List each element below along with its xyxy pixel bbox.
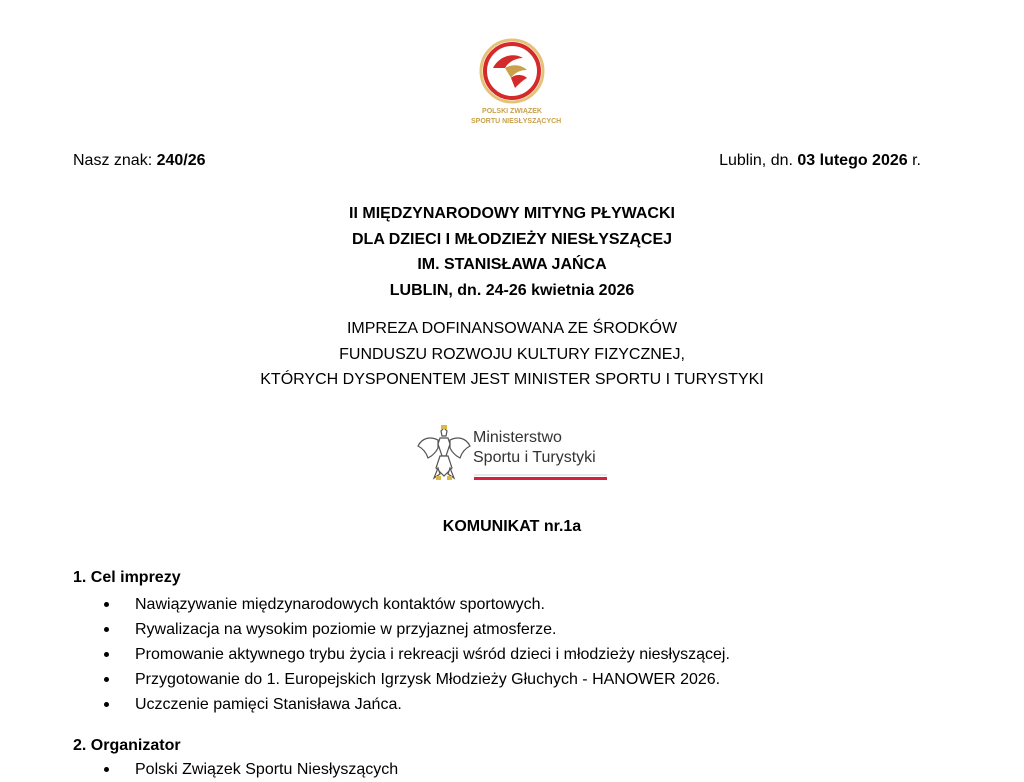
funding-line: IMPREZA DOFINANSOWANA ZE ŚRODKÓW bbox=[346, 320, 678, 337]
komunikat-heading: KOMUNIKAT nr.1a bbox=[442, 518, 582, 535]
flag-white-stripe bbox=[474, 474, 607, 476]
ministry-name-line1: Ministerstwo bbox=[473, 429, 562, 446]
section-heading-organizator: 2. Organizator bbox=[73, 737, 181, 754]
date-value: 03 lutego 2026 bbox=[797, 152, 908, 169]
list-item bbox=[0, 592, 1024, 617]
list-item-text: Nawiązywanie międzynarodowych kontaktów sportowych. bbox=[135, 596, 545, 613]
event-title-line: LUBLIN, dn. 24-26 kwietnia 2026 bbox=[389, 281, 635, 299]
list-item bbox=[0, 692, 1024, 717]
date-suffix: r. bbox=[907, 152, 921, 169]
document-date bbox=[719, 150, 921, 172]
event-title-line: II MIĘDZYNARODOWY MITYNG PŁYWACKI bbox=[349, 205, 675, 222]
list-item bbox=[0, 667, 1024, 692]
bullet-icon bbox=[104, 602, 109, 607]
flag-red-stripe bbox=[474, 477, 607, 480]
bullet-icon bbox=[104, 677, 109, 682]
pzsn-logo bbox=[471, 38, 562, 127]
funding-line: FUNDUSZU ROZWOJU KULTURY FIZYCZNEJ, bbox=[339, 345, 685, 363]
bullet-icon bbox=[104, 652, 109, 657]
reference-number bbox=[73, 150, 206, 172]
ministry-logo bbox=[416, 422, 616, 484]
list-item-text: Przygotowanie do 1. Europejskich Igrzysk Młodzieży Głuchych - HANOWER 2026. bbox=[135, 671, 721, 688]
bullet-icon bbox=[104, 767, 109, 772]
list-item-text: Promowanie aktywnego trybu życia i rekreacji wśród dzieci i młodzieży niesłyszącej. bbox=[135, 646, 730, 663]
list-item-text: Rywalizacja na wysokim poziomie w przyjaznej atmosferze. bbox=[135, 621, 557, 638]
polish-eagle-icon bbox=[416, 422, 472, 484]
funding-line: KTÓRYCH DYSPONENTEM JEST MINISTER SPORTU I TURYSTYKI bbox=[260, 371, 764, 388]
pzsn-logo-line2: SPORTU NIESŁYSZĄCYCH bbox=[471, 118, 562, 125]
event-title bbox=[0, 201, 1024, 303]
reference-line bbox=[73, 150, 921, 172]
ministry-name bbox=[473, 428, 596, 468]
section-list-cel bbox=[0, 592, 1024, 717]
list-item-text: Uczczenie pamięci Stanisława Jańca. bbox=[135, 696, 402, 713]
list-item bbox=[0, 617, 1024, 642]
date-prefix: Lublin, dn. bbox=[719, 152, 798, 169]
list-item-text: Polski Związek Sportu Niesłyszących bbox=[135, 761, 399, 778]
pzsn-logo-icon bbox=[479, 38, 545, 104]
reference-value: 240/26 bbox=[156, 152, 206, 169]
pzsn-logo-line1: POLSKI ZWIĄZEK bbox=[482, 108, 542, 115]
event-title-line: IM. STANISŁAWA JAŃCA bbox=[417, 256, 607, 273]
list-item bbox=[0, 642, 1024, 667]
funding-statement bbox=[0, 316, 1024, 393]
section-heading-cel: 1. Cel imprezy bbox=[73, 569, 181, 586]
bullet-icon bbox=[104, 627, 109, 632]
bullet-icon bbox=[104, 702, 109, 707]
list-item bbox=[0, 757, 1024, 782]
section-list-organizator bbox=[0, 757, 1024, 782]
reference-label: Nasz znak: bbox=[73, 152, 157, 169]
event-title-line: DLA DZIECI I MŁODZIEŻY NIESŁYSZĄCEJ bbox=[351, 230, 673, 248]
ministry-name-line2: Sportu i Turystyki bbox=[473, 449, 596, 466]
